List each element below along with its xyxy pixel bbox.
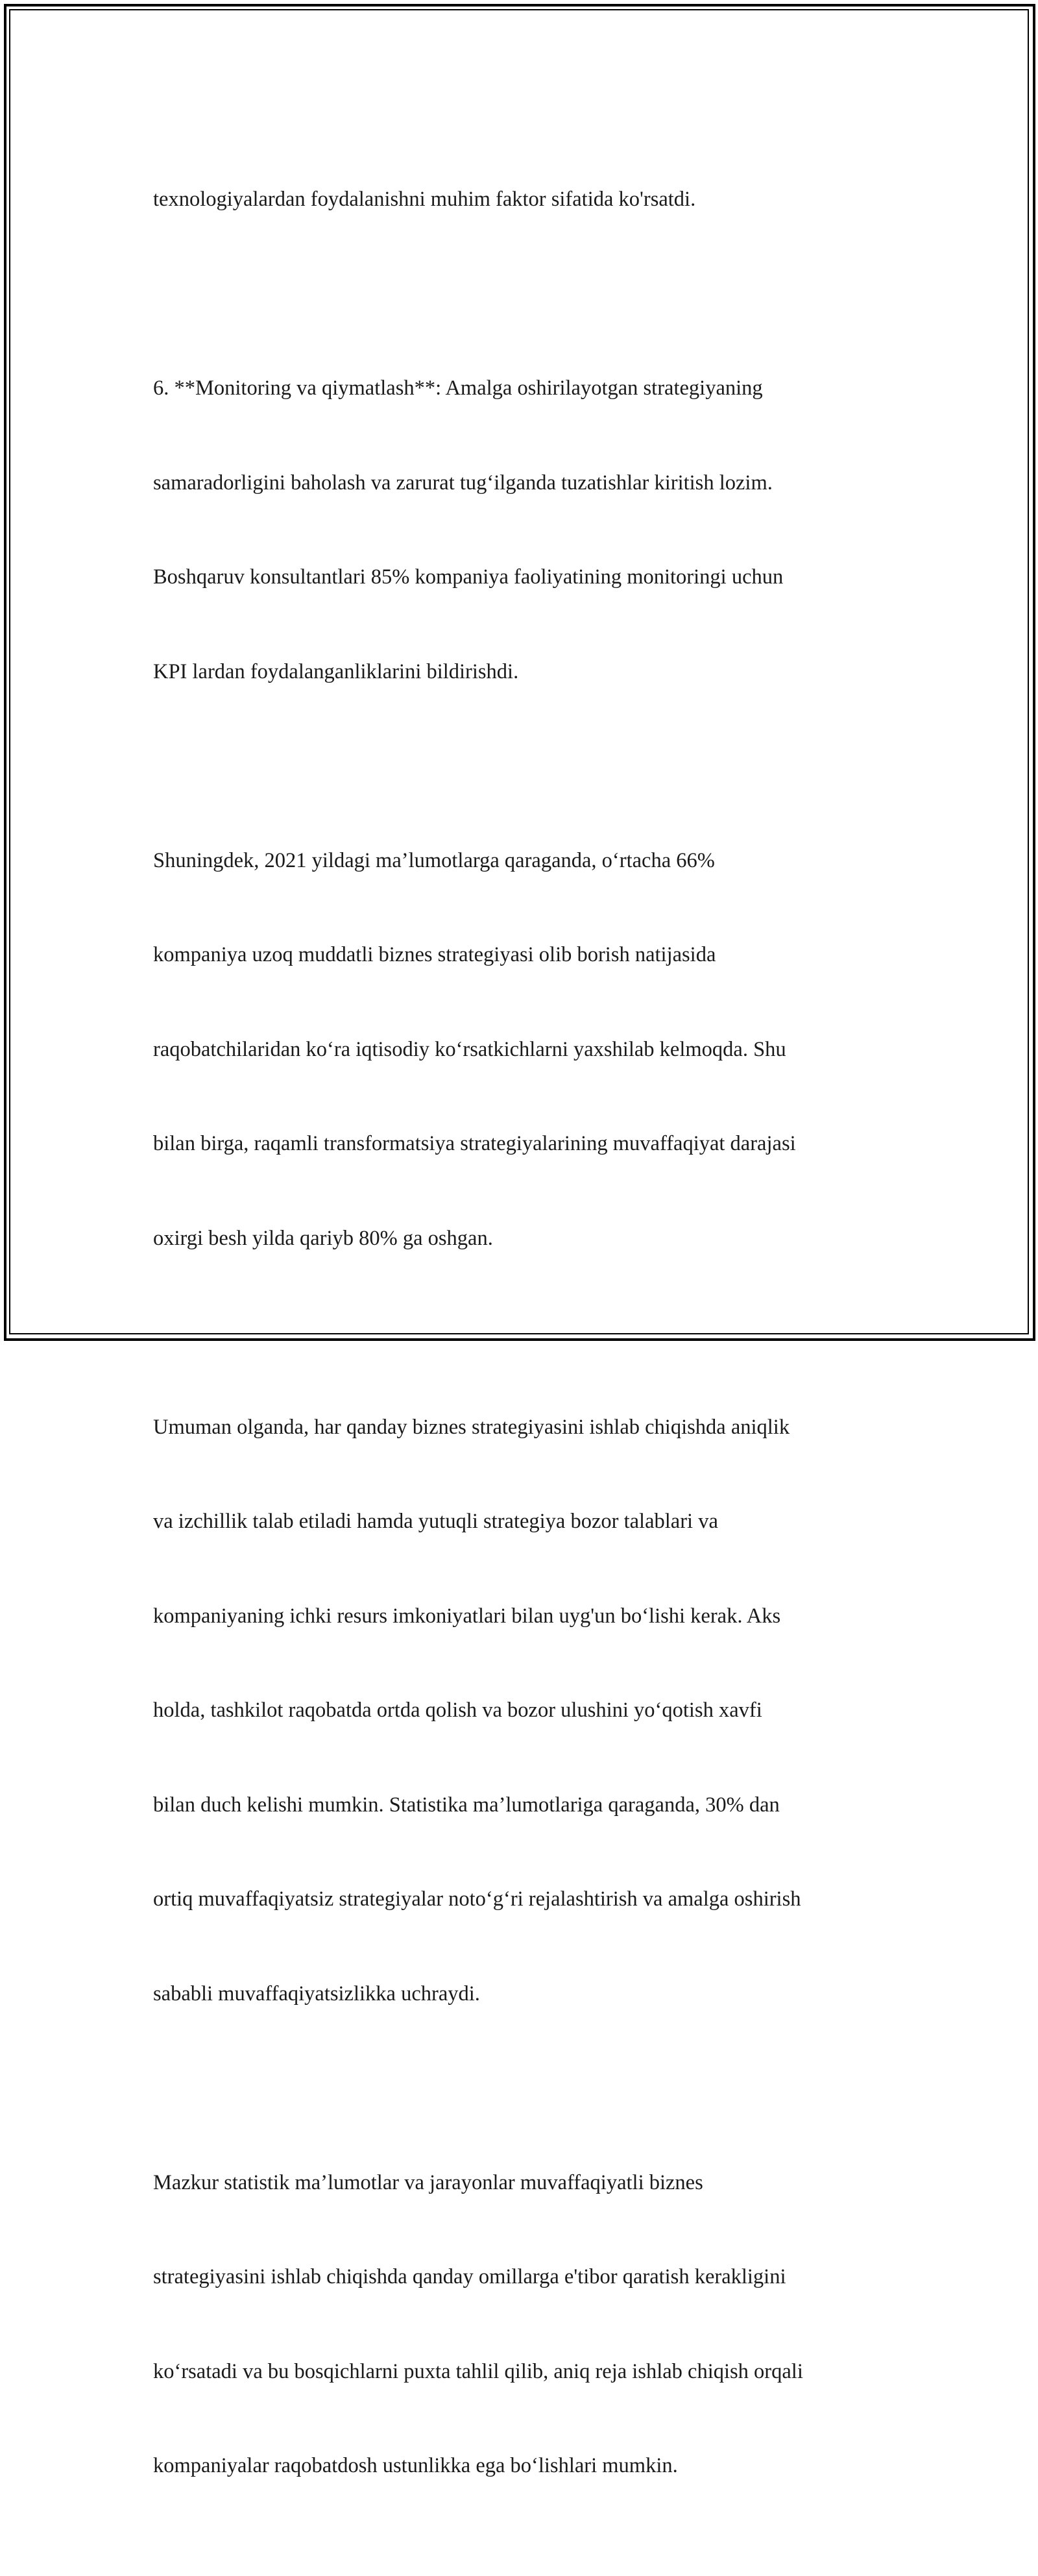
paragraph-3: [153, 782, 893, 1318]
paragraph-2: [153, 310, 893, 750]
text-line: va izchillik talab etiladi hamda yutuqli strategiya bozor talablari va: [153, 1510, 718, 1533]
text-line: Mazkur statistik ma’lumotlar va jarayonlar muvaffaqiyatli biznes: [153, 2170, 703, 2194]
paragraph-5: [153, 2104, 893, 2545]
text-line: sababli muvaffaqiyatsizlikka uchraydi.: [153, 1981, 480, 2006]
text-line: Shuningdek, 2021 yildagi ma’lumotlarga qaraganda, o‘rtacha 66%: [153, 848, 715, 872]
text-line: kompaniyaning ichki resurs imkoniyatlari bilan uyg'un bo‘lishi kerak. Aks: [153, 1604, 781, 1628]
text-line: ortiq muvaffaqiyatsiz strategiyalar noto‘g‘ri rejalashtirish va amalga oshirish: [153, 1887, 801, 1911]
text-line: Umuman olganda, har qanday biznes strategiyasini ishlab chiqishda aniqlik: [153, 1415, 790, 1439]
text-line: raqobatchilaridan ko‘ra iqtisodiy ko‘rsatkichlarni yaxshilab kelmoqda. Shu: [153, 1037, 786, 1061]
document-body: [153, 121, 893, 2576]
text-line: bilan birga, raqamli transformatsiya strategiyalarining muvaffaqiyat darajasi: [153, 1132, 796, 1155]
text-line: holda, tashkilot raqobatda ortda qolish va bozor ulushini yo‘qotish xavfi: [153, 1699, 762, 1722]
text-line: 6. **Monitoring va qiymatlash**: Amalga oshirilayotgan strategiyaning: [153, 376, 763, 400]
text-line: KPI lardan foydalanganliklarini bildirishdi.: [153, 659, 519, 683]
paragraph-4: [153, 1349, 893, 2073]
text-line: Boshqaruv konsultantlari 85% kompaniya faoliyatining monitoringi uchun: [153, 565, 784, 589]
paragraph-1: [153, 121, 893, 278]
text-line: kompaniya uzoq muddatli biznes strategiyasi olib borish natijasida: [153, 943, 716, 966]
text-line: texnologiyalardan foydalanishni muhim faktor sifatida ko'rsatdi.: [153, 188, 696, 211]
text-line: strategiyasini ishlab chiqishda qanday omillarga e'tibor qaratish kerakligini: [153, 2265, 786, 2288]
text-line: ko‘rsatadi va bu bosqichlarni puxta tahlil qilib, aniq reja ishlab chiqish orqali: [153, 2359, 803, 2383]
text-line: samaradorligini baholash va zarurat tug‘ilganda tuzatishlar kiritish lozim.: [153, 471, 773, 495]
text-line: kompaniyalar raqobatdosh ustunlikka ega bo‘lishlari mumkin.: [153, 2454, 678, 2477]
text-line: oxirgi besh yilda qariyb 80% ga oshgan.: [153, 1226, 493, 1250]
text-line: bilan duch kelishi mumkin. Statistika ma’lumotlariga qaraganda, 30% dan: [153, 1793, 780, 1817]
